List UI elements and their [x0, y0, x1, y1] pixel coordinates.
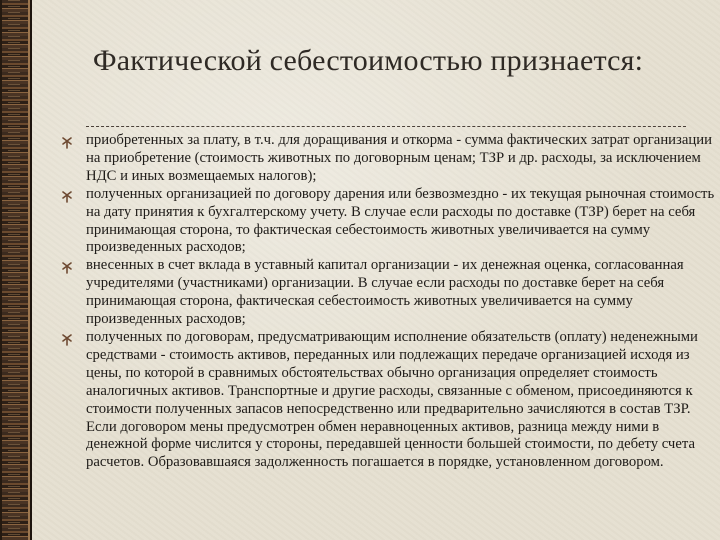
- list-item: [60, 132, 716, 186]
- bullet-list: [60, 132, 716, 472]
- bullet-icon: [60, 261, 74, 275]
- bullet-icon: [60, 333, 74, 347]
- list-item-text: полученных организацией по договору дарения или безвозмездно - их текущая рыночная стоимость на дату принятия к бухгалтерскому учету. В случае если расходы по доставке (ТЗР) берет на себя принимающая сторона, то фактическая себестоимость животных увеличивается на сумму произведенных расходов;: [86, 185, 715, 256]
- list-item: [60, 329, 716, 472]
- list-item-text: внесенных в счет вклада в уставный капитал организации - их денежная оценка, согласованная учредителями (участниками) организации. В случае если расходы по доставке берет на себя принимающая сторона, фактическая себестоимость животных увеличивается на сумму произведенных расходов;: [86, 257, 684, 328]
- decorative-border: [0, 0, 32, 540]
- list-item: [60, 257, 716, 329]
- bullet-icon: [60, 136, 74, 150]
- bullet-icon: [60, 190, 74, 204]
- slide-title: Фактической себестоимостью признается:: [92, 44, 644, 77]
- list-item-text: приобретенных за плату, в т.ч. для доращивания и откорма - сумма фактических затрат организации на приобретение (стоимость животных по договорным ценам; ТЗР и др. расходы, за исключением НДС и иных возмещаемых налогов);: [86, 132, 712, 184]
- list-item-text: полученных по договорам, предусматривающим исполнение обязательств (оплату) неденежными средствами - стоимость активов, переданных или подлежащих передаче организацией исходя из цены, по которой в сравнимых обстоятельствах обычно организация определяет стоимость аналогичных активов. Транспортные и другие расходы, связанные с обменом, присоединяются к стоимости полученных запасов непосредственно или предварительно зачисляются в состав ТЗР. Если договором мены предусмотрен обмен неравноценных активов, разница между ними в денежной форме числится у стороны, передавшей ценности большей стоимости, по дебету счета расчетов. Образовавшаяся задолженность погашается в порядке, установленном договором.: [86, 328, 698, 471]
- list-item: [60, 186, 716, 258]
- dashed-divider: [86, 126, 686, 127]
